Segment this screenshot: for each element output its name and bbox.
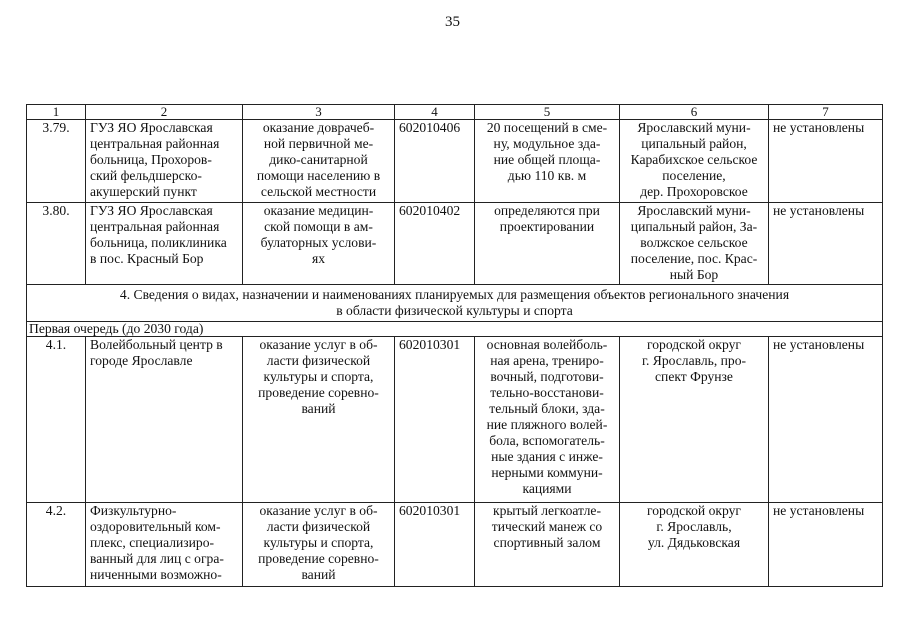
cell-line: г. Ярославль, про- (641, 353, 747, 368)
cell-line: ГУЗ ЯО Ярославская (90, 120, 213, 135)
column-number: 2 (86, 105, 243, 120)
cell-line: ГУЗ ЯО Ярославская (90, 203, 213, 218)
cell-line: основная волейболь- (486, 337, 608, 352)
cell-line: дико-санитарной (269, 152, 368, 167)
code-cell: 602010301 (395, 337, 475, 503)
cell-line: ласти физической (266, 353, 371, 368)
purpose-cell (243, 203, 395, 285)
cell-line: Физкультурно- (90, 503, 177, 518)
queue-label: Первая очередь (до 2030 года) (27, 322, 883, 337)
table-body (27, 105, 883, 587)
cell-line: спортивный залом (493, 535, 601, 550)
item-number-cell: 4.2. (27, 503, 86, 587)
code-cell: 602010406 (395, 120, 475, 203)
cell-line: ласти физической (266, 519, 371, 534)
characteristics-cell (475, 337, 620, 503)
cell-line: ваний (301, 401, 336, 416)
cell-line: городской округ (647, 337, 741, 352)
cell-line: г. Ярославль, (656, 519, 732, 534)
characteristics-cell (475, 503, 620, 587)
column-number: 5 (475, 105, 620, 120)
section-heading (27, 285, 883, 322)
column-number: 7 (769, 105, 883, 120)
zones-cell: не установлены (769, 203, 883, 285)
cell-line: ципальный район, (641, 136, 747, 151)
characteristics-cell (475, 203, 620, 285)
cell-line: Ярославский муни- (637, 203, 751, 218)
object-name-cell (86, 337, 243, 503)
cell-line: оказание услуг в об- (259, 337, 378, 352)
cell-line: акушерский пункт (90, 184, 197, 199)
purpose-cell (243, 337, 395, 503)
cell-line: ципальный район, За- (630, 219, 758, 234)
column-number: 1 (27, 105, 86, 120)
location-cell (620, 337, 769, 503)
item-number-cell: 3.80. (27, 203, 86, 285)
purpose-cell (243, 503, 395, 587)
location-cell (620, 503, 769, 587)
cell-line: ский фельдшерско- (90, 168, 202, 183)
table-row (27, 337, 883, 503)
cell-line: ный Бор (669, 267, 719, 282)
table-row (27, 503, 883, 587)
cell-line: кациями (522, 481, 572, 496)
cell-line: Волейбольный центр в (90, 337, 223, 352)
object-name-cell (86, 203, 243, 285)
cell-line: ну, модульное зда- (493, 136, 601, 151)
zones-cell: не установлены (769, 337, 883, 503)
objects-table (26, 104, 883, 587)
cell-line: нерными коммуни- (491, 465, 603, 480)
cell-line: тельный блоки, зда- (489, 401, 605, 416)
cell-line: ниченными возможно- (90, 567, 222, 582)
cell-line: плекс, специализиро- (90, 535, 215, 550)
cell-line: ваний (301, 567, 336, 582)
cell-line: ные здания с инже- (491, 449, 603, 464)
table-row (27, 120, 883, 203)
code-cell: 602010402 (395, 203, 475, 285)
queue-row (27, 322, 883, 337)
cell-line: ная арена, трениро- (490, 353, 604, 368)
cell-line: оказание доврачеб- (262, 120, 375, 135)
cell-line: ние общей площа- (493, 152, 601, 167)
cell-line: оказание медицин- (263, 203, 374, 218)
cell-line: ной первичной ме- (263, 136, 374, 151)
cell-line: крытый легкоатле- (492, 503, 601, 518)
cell-line: проектировании (499, 219, 595, 234)
cell-line: волжское сельское (640, 235, 748, 250)
cell-line: культуры и спорта, (263, 369, 374, 384)
purpose-cell (243, 120, 395, 203)
cell-line: оздоровительный ком- (90, 519, 221, 534)
section-heading-line: в области физической культуры и спорта (336, 303, 573, 318)
section-heading-row (27, 285, 883, 322)
cell-line: сельской местности (260, 184, 377, 199)
cell-line: булаторных услови- (260, 235, 377, 250)
column-number: 4 (395, 105, 475, 120)
cell-line: вочный, подготови- (490, 369, 604, 384)
cell-line: проведение соревно- (258, 551, 379, 566)
cell-line: ние пляжного волей- (486, 417, 608, 432)
column-number: 3 (243, 105, 395, 120)
cell-line: культуры и спорта, (263, 535, 374, 550)
item-number-cell: 3.79. (27, 120, 86, 203)
column-number: 6 (620, 105, 769, 120)
cell-line: больница, поликлиника (90, 235, 227, 250)
cell-line: ях (311, 251, 326, 266)
page-number: 35 (445, 14, 460, 30)
cell-line: ской помощи в ам- (264, 219, 373, 234)
location-cell (620, 203, 769, 285)
cell-line: тический манеж со (491, 519, 603, 534)
cell-line: ул. Дядьковская (647, 535, 741, 550)
cell-line: помощи населению в (256, 168, 381, 183)
cell-line: Ярославский муни- (637, 120, 751, 135)
zones-cell: не установлены (769, 120, 883, 203)
cell-line: бола, вспомогатель- (489, 433, 605, 448)
cell-line: проведение соревно- (258, 385, 379, 400)
cell-line: центральная районная (90, 219, 220, 234)
characteristics-cell (475, 120, 620, 203)
cell-line: определяются при (494, 203, 600, 218)
cell-line: тельно-восстанови- (490, 385, 604, 400)
code-cell: 602010301 (395, 503, 475, 587)
location-cell (620, 120, 769, 203)
object-name-cell (86, 120, 243, 203)
section-heading-line: 4. Сведения о видах, назначении и наименованиях планируемых для размещения объектов регионального значения (119, 287, 790, 302)
object-name-cell (86, 503, 243, 587)
cell-line: оказание услуг в об- (259, 503, 378, 518)
cell-line: больница, Прохоров- (90, 152, 212, 167)
table-row (27, 203, 883, 285)
column-number-row (27, 105, 883, 120)
cell-line: спект Фрунзе (655, 369, 733, 384)
cell-line: ванный для лиц с огра- (90, 551, 224, 566)
cell-line: дер. Прохоровское (640, 184, 748, 199)
cell-line: в пос. Красный Бор (90, 251, 204, 266)
cell-line: центральная районная (90, 136, 220, 151)
cell-line: 20 посещений в сме- (486, 120, 608, 135)
cell-line: Карабихское сельское (630, 152, 758, 167)
cell-line: городе Ярославле (90, 353, 193, 368)
cell-line: дью 110 кв. м (507, 168, 587, 183)
item-number-cell: 4.1. (27, 337, 86, 503)
cell-line: поселение, пос. Крас- (630, 251, 758, 266)
cell-line: городской округ (647, 503, 741, 518)
cell-line: поселение, (662, 168, 726, 183)
zones-cell: не установлены (769, 503, 883, 587)
